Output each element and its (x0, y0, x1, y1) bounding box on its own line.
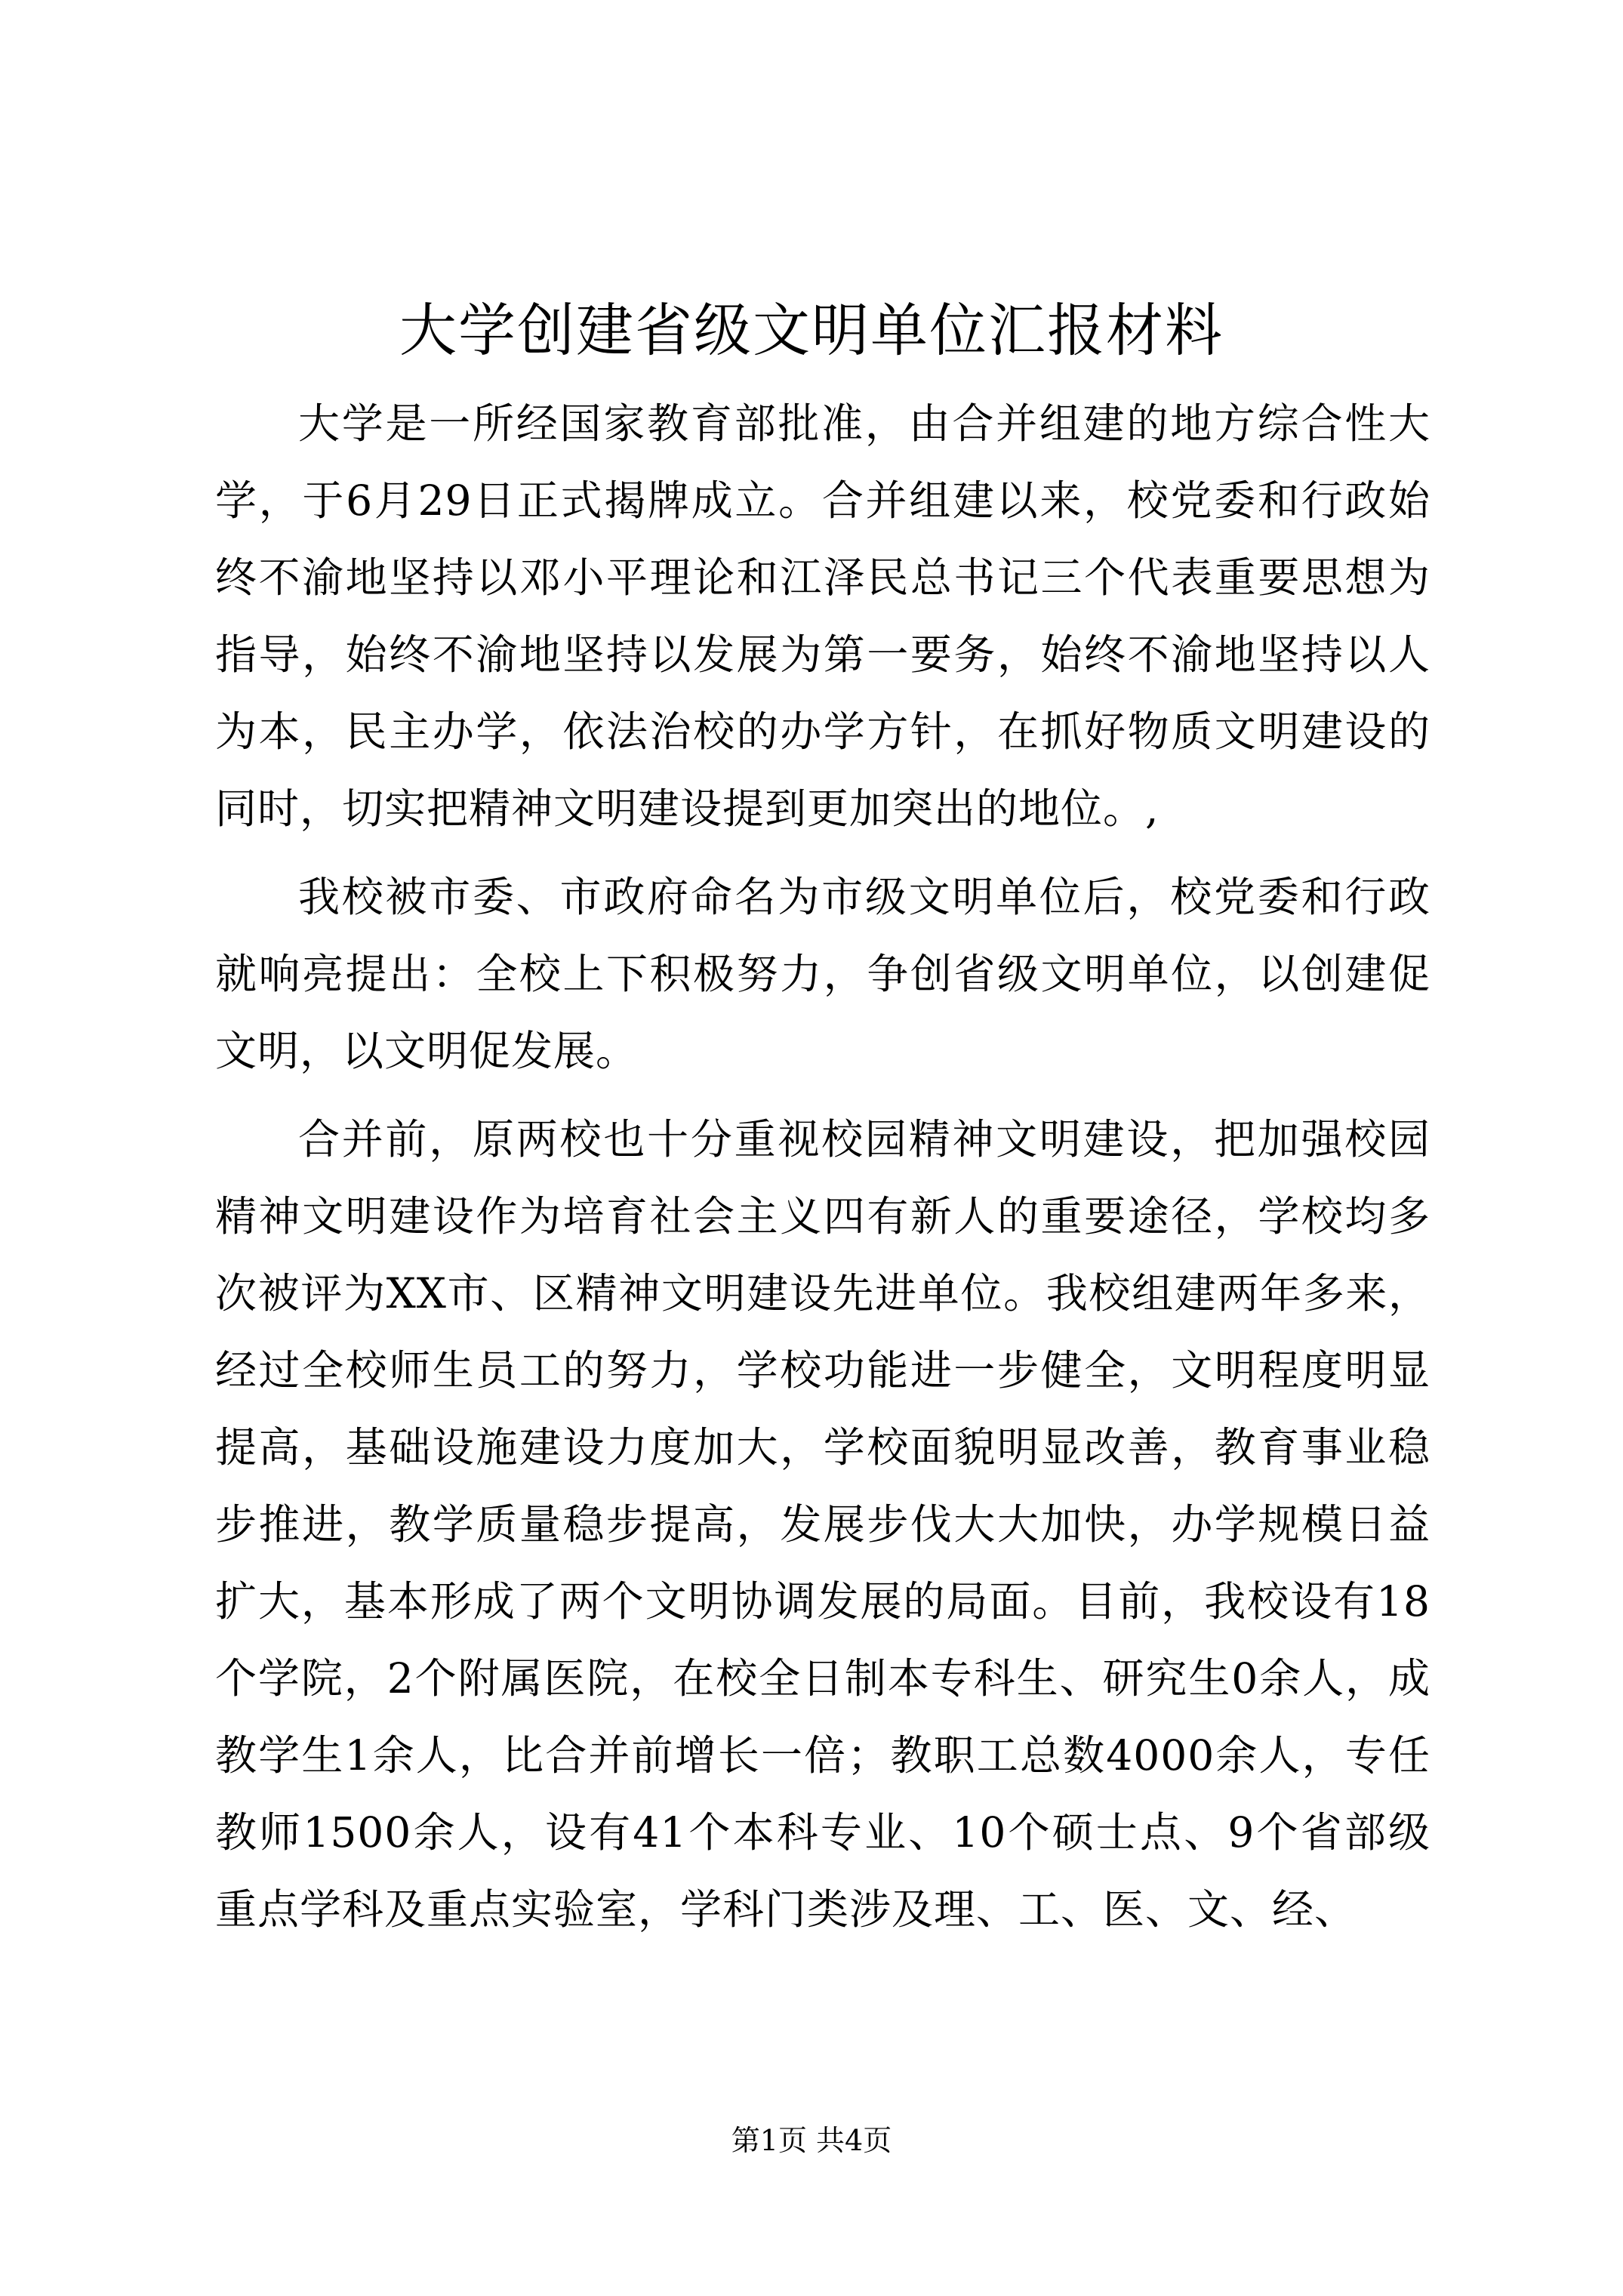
document-title: 大学创建省级文明单位汇报材料 (399, 297, 1224, 364)
paragraph-2: 我校被市委、市政府命名为市级文明单位后，校党委和行政就响亮提出：全校上下积极努力，争创省级文明单位，以创建促文明，以文明促发展。 (215, 873, 1431, 1075)
page-footer: 第1页 共4页 (731, 2124, 892, 2157)
paragraph-3: 合并前，原两校也十分重视校园精神文明建设，把加强校园精神文明建设作为培育社会主义四有新人的重要途径，学校均多次被评为XX市、区精神文明建设先进单位。我校组建两年多来，经过全校师生员工的努力，学校功能进一步健全，文明程度明显提高，基础设施建设力度加大，学校面貌明显改善，教育事业稳步推进，教学质量稳步提高，发展步伐大大加快，办学规模日益扩大，基本形成了两个文明协调发展的局面。目前，我校设有18个学院，2个附属医院，在校全日制本专科生、研究生0余人，成教学生1余人，比合并前增长一倍；教职工总数4000余人，专任教师1500余人，设有41个本科专业、10个硕士点、9个省部级重点学科及重点实验室，学科门类涉及理、工、医、文、经、 (215, 1115, 1431, 1934)
paragraph-1: 大学是一所经国家教育部批准，由合并组建的地方综合性大学，于6月29日正式揭牌成立。合并组建以来，校党委和行政始终不渝地坚持以邓小平理论和江泽民总书记三个代表重要思想为指导，始终不渝地坚持以发展为第一要务，始终不渝地坚持以人为本，民主办学，依法治校的办学方针，在抓好物质文明建设的同时，切实把精神文明建设提到更加突出的地位。, (215, 399, 1431, 833)
document-body (215, 385, 1431, 1959)
